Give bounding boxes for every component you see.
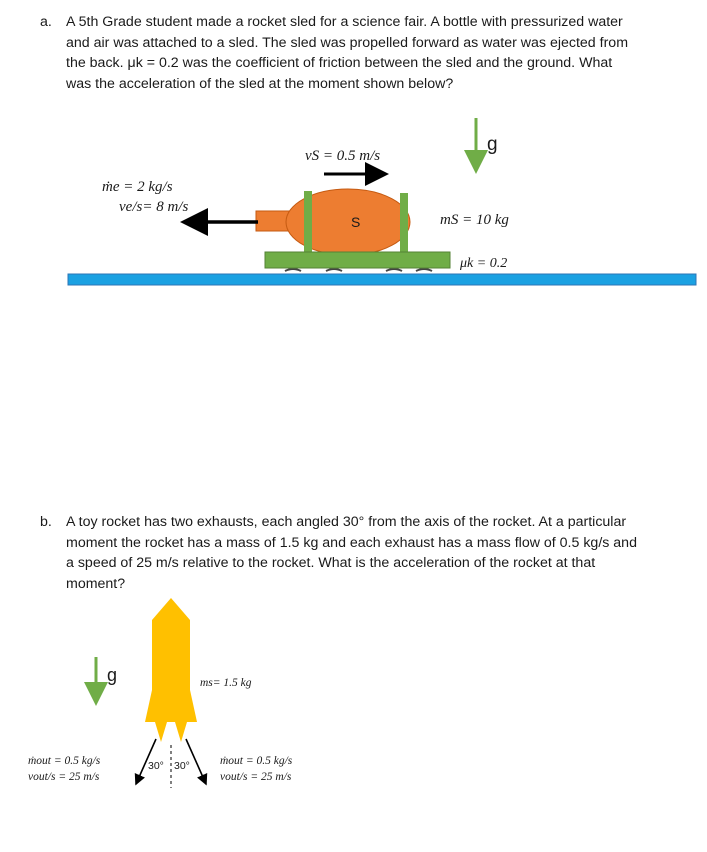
rocket-fins (145, 690, 197, 722)
rocket-nose (152, 598, 190, 620)
angle-right-label: 30° (174, 760, 190, 772)
sled-center-label: S (351, 214, 361, 230)
rocket-exhaust-left (155, 722, 167, 742)
bottle-nozzle (256, 211, 290, 231)
sled-strap-left (304, 191, 312, 253)
friction-label: μk = 0.2 (460, 256, 508, 271)
rocket-exhaust-right (175, 722, 187, 742)
left-velocity-label: vout/s = 25 m/s (28, 771, 100, 783)
problem-b-letter: b. (40, 514, 52, 530)
sled-strap-right (400, 193, 408, 253)
sled-wheels (285, 269, 432, 271)
problem-b (40, 512, 640, 594)
problem-a-letter: a. (40, 14, 52, 30)
gravity-label-a: g (487, 134, 498, 155)
ground (68, 274, 696, 285)
sled-mass-label: mS = 10 kg (440, 212, 509, 228)
right-velocity-label: vout/s = 25 m/s (220, 771, 292, 783)
angle-left-label: 30° (148, 760, 164, 772)
exhaust-velocity-label: ve/s= 8 m/s (119, 199, 189, 215)
rocket (145, 598, 197, 742)
gravity-label-b: g (107, 665, 118, 685)
left-mass-flow-label: ṁout = 0.5 kg/s (28, 755, 101, 767)
problem-b-text: A toy rocket has two exhausts, each angled 30° from the axis of the rocket. At a particular moment the rocket has a mass of 1.5 kg and each exhaust has a mass flow of 0.5 kg/s and a speed of 25 m/s relative to the rocket. What is the acceleration of the rocket at that moment? (66, 514, 637, 592)
sled-base (265, 252, 450, 268)
mass-flow-label: ṁe = 2 kg/s (102, 179, 173, 195)
right-mass-flow-label: ṁout = 0.5 kg/s (220, 755, 293, 767)
rocket-body (152, 620, 190, 690)
problem-a-text: A 5th Grade student made a rocket sled for a science fair. A bottle with pressurized water and air was attached to a sled. The sled was propelled forward as water was ejected from the back. μk = 0.2 was the coefficient of friction between the sled and the ground. What was the acceleration of the sled at the moment shown below? (66, 14, 629, 92)
rocket-mass-label: ms= 1.5 kg (200, 677, 252, 689)
sled-velocity-label: vS = 0.5 m/s (305, 148, 381, 164)
